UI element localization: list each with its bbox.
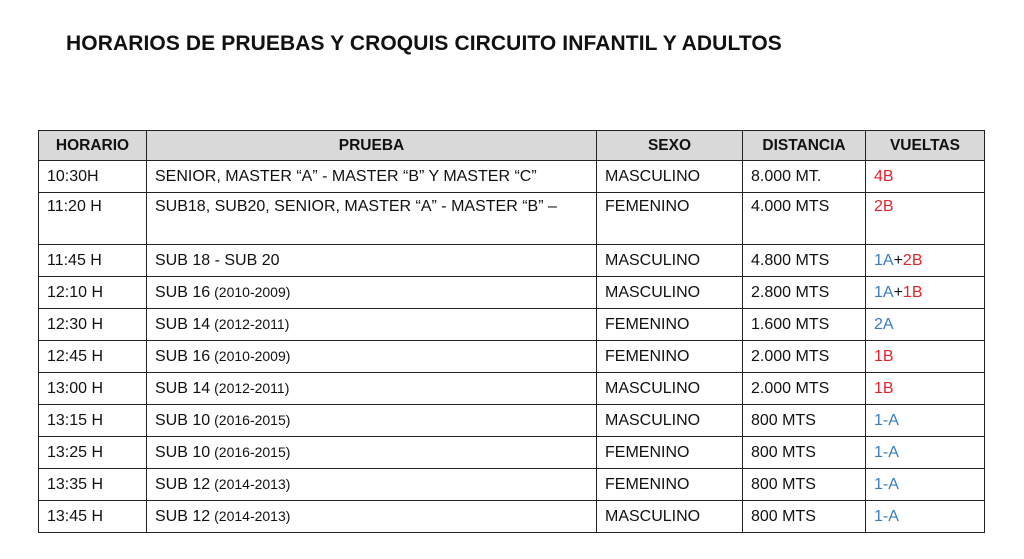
cell-prueba	[147, 437, 597, 469]
cell-distancia: 2.000 MTS	[743, 373, 866, 405]
prueba-name: SUB18, SUB20, SENIOR, MASTER “A” - MASTER “B” –	[155, 198, 557, 215]
cell-vueltas	[866, 469, 985, 501]
vueltas-part: 1A	[874, 251, 894, 269]
cell-prueba	[147, 245, 597, 277]
cell-vueltas	[866, 501, 985, 533]
cell-vueltas	[866, 309, 985, 341]
cell-distancia: 4.000 MTS	[743, 193, 866, 245]
prueba-years: (2010-2009)	[214, 283, 291, 300]
cell-horario: 10:30H	[39, 161, 147, 193]
vueltas-part: 2B	[874, 198, 894, 215]
prueba-name: SUB 18 - SUB 20	[155, 251, 280, 269]
prueba-name: SUB 16	[155, 347, 211, 365]
cell-distancia: 1.600 MTS	[743, 309, 866, 341]
prueba-name: SENIOR, MASTER “A” - MASTER “B” Y MASTER “C”	[155, 167, 537, 185]
cell-horario: 11:45 H	[39, 245, 147, 277]
cell-sexo: MASCULINO	[597, 245, 743, 277]
header-vueltas: VUELTAS	[866, 131, 985, 161]
table-row	[39, 405, 985, 437]
vueltas-part: 1-A	[874, 475, 899, 493]
table-header-row	[39, 131, 985, 161]
vueltas-part: 1B	[874, 347, 894, 365]
cell-prueba	[147, 405, 597, 437]
cell-vueltas	[866, 193, 985, 245]
cell-prueba	[147, 193, 597, 245]
cell-sexo: FEMENINO	[597, 437, 743, 469]
cell-distancia: 4.800 MTS	[743, 245, 866, 277]
prueba-years: (2010-2009)	[214, 347, 291, 364]
table-row	[39, 373, 985, 405]
header-horario: HORARIO	[39, 131, 147, 161]
vueltas-part: 1B	[902, 283, 923, 301]
cell-sexo: FEMENINO	[597, 341, 743, 373]
cell-distancia: 2.000 MTS	[743, 341, 866, 373]
vueltas-part: 4B	[874, 167, 894, 185]
cell-sexo: MASCULINO	[597, 277, 743, 309]
vueltas-part: 1-A	[874, 507, 899, 525]
cell-distancia: 800 MTS	[743, 469, 866, 501]
table-row	[39, 341, 985, 373]
table-row	[39, 309, 985, 341]
cell-horario: 13:15 H	[39, 405, 147, 437]
header-prueba: PRUEBA	[147, 131, 597, 161]
prueba-name: SUB 10	[155, 443, 211, 461]
prueba-name: SUB 12	[155, 507, 211, 525]
vueltas-part: 1-A	[874, 411, 899, 429]
prueba-name: SUB 10	[155, 411, 211, 429]
vueltas-part: 1B	[874, 379, 894, 397]
table-row	[39, 161, 985, 193]
cell-sexo: MASCULINO	[597, 373, 743, 405]
prueba-years: (2012-2011)	[214, 379, 290, 396]
cell-sexo: FEMENINO	[597, 193, 743, 245]
cell-vueltas	[866, 341, 985, 373]
cell-prueba	[147, 277, 597, 309]
prueba-name: SUB 12	[155, 475, 211, 493]
cell-prueba	[147, 309, 597, 341]
vueltas-part: +	[893, 251, 903, 269]
vueltas-part: +	[893, 283, 903, 301]
prueba-years: (2016-2015)	[214, 411, 291, 428]
prueba-name: SUB 14	[155, 315, 211, 333]
prueba-name: SUB 16	[155, 283, 211, 301]
table-row	[39, 277, 985, 309]
table-row	[39, 437, 985, 469]
cell-horario: 12:30 H	[39, 309, 147, 341]
cell-prueba	[147, 341, 597, 373]
cell-sexo: FEMENINO	[597, 469, 743, 501]
cell-prueba	[147, 501, 597, 533]
cell-distancia: 800 MTS	[743, 405, 866, 437]
prueba-years: (2014-2013)	[214, 507, 291, 524]
cell-horario: 13:00 H	[39, 373, 147, 405]
cell-distancia: 800 MTS	[743, 437, 866, 469]
cell-distancia: 800 MTS	[743, 501, 866, 533]
vueltas-part: 2B	[902, 251, 923, 269]
vueltas-part: 2A	[874, 315, 894, 333]
header-sexo: SEXO	[597, 131, 743, 161]
cell-horario: 13:45 H	[39, 501, 147, 533]
cell-horario: 12:45 H	[39, 341, 147, 373]
cell-vueltas	[866, 405, 985, 437]
cell-prueba	[147, 469, 597, 501]
prueba-years: (2016-2015)	[214, 443, 291, 460]
cell-distancia: 8.000 MT.	[743, 161, 866, 193]
cell-sexo: MASCULINO	[597, 501, 743, 533]
cell-sexo: MASCULINO	[597, 405, 743, 437]
vueltas-part: 1A	[874, 283, 894, 301]
prueba-years: (2012-2011)	[214, 315, 290, 332]
cell-prueba	[147, 373, 597, 405]
table-row	[39, 469, 985, 501]
cell-vueltas	[866, 161, 985, 193]
table-row	[39, 245, 985, 277]
document-title: HORARIOS DE PRUEBAS Y CROQUIS CIRCUITO INFANTIL Y ADULTOS	[66, 32, 782, 55]
cell-horario: 11:20 H	[39, 193, 147, 245]
cell-sexo: MASCULINO	[597, 161, 743, 193]
prueba-name: SUB 14	[155, 379, 211, 397]
prueba-years: (2014-2013)	[214, 475, 291, 492]
table-row	[39, 501, 985, 533]
cell-prueba	[147, 161, 597, 193]
cell-distancia: 2.800 MTS	[743, 277, 866, 309]
cell-vueltas	[866, 437, 985, 469]
cell-vueltas	[866, 277, 985, 309]
cell-horario: 13:25 H	[39, 437, 147, 469]
cell-vueltas	[866, 245, 985, 277]
table-row	[39, 193, 985, 245]
cell-sexo: FEMENINO	[597, 309, 743, 341]
cell-horario: 13:35 H	[39, 469, 147, 501]
cell-vueltas	[866, 373, 985, 405]
header-distancia: DISTANCIA	[743, 131, 866, 161]
cell-horario: 12:10 H	[39, 277, 147, 309]
schedule-table	[38, 130, 985, 533]
vueltas-part: 1-A	[874, 443, 899, 461]
